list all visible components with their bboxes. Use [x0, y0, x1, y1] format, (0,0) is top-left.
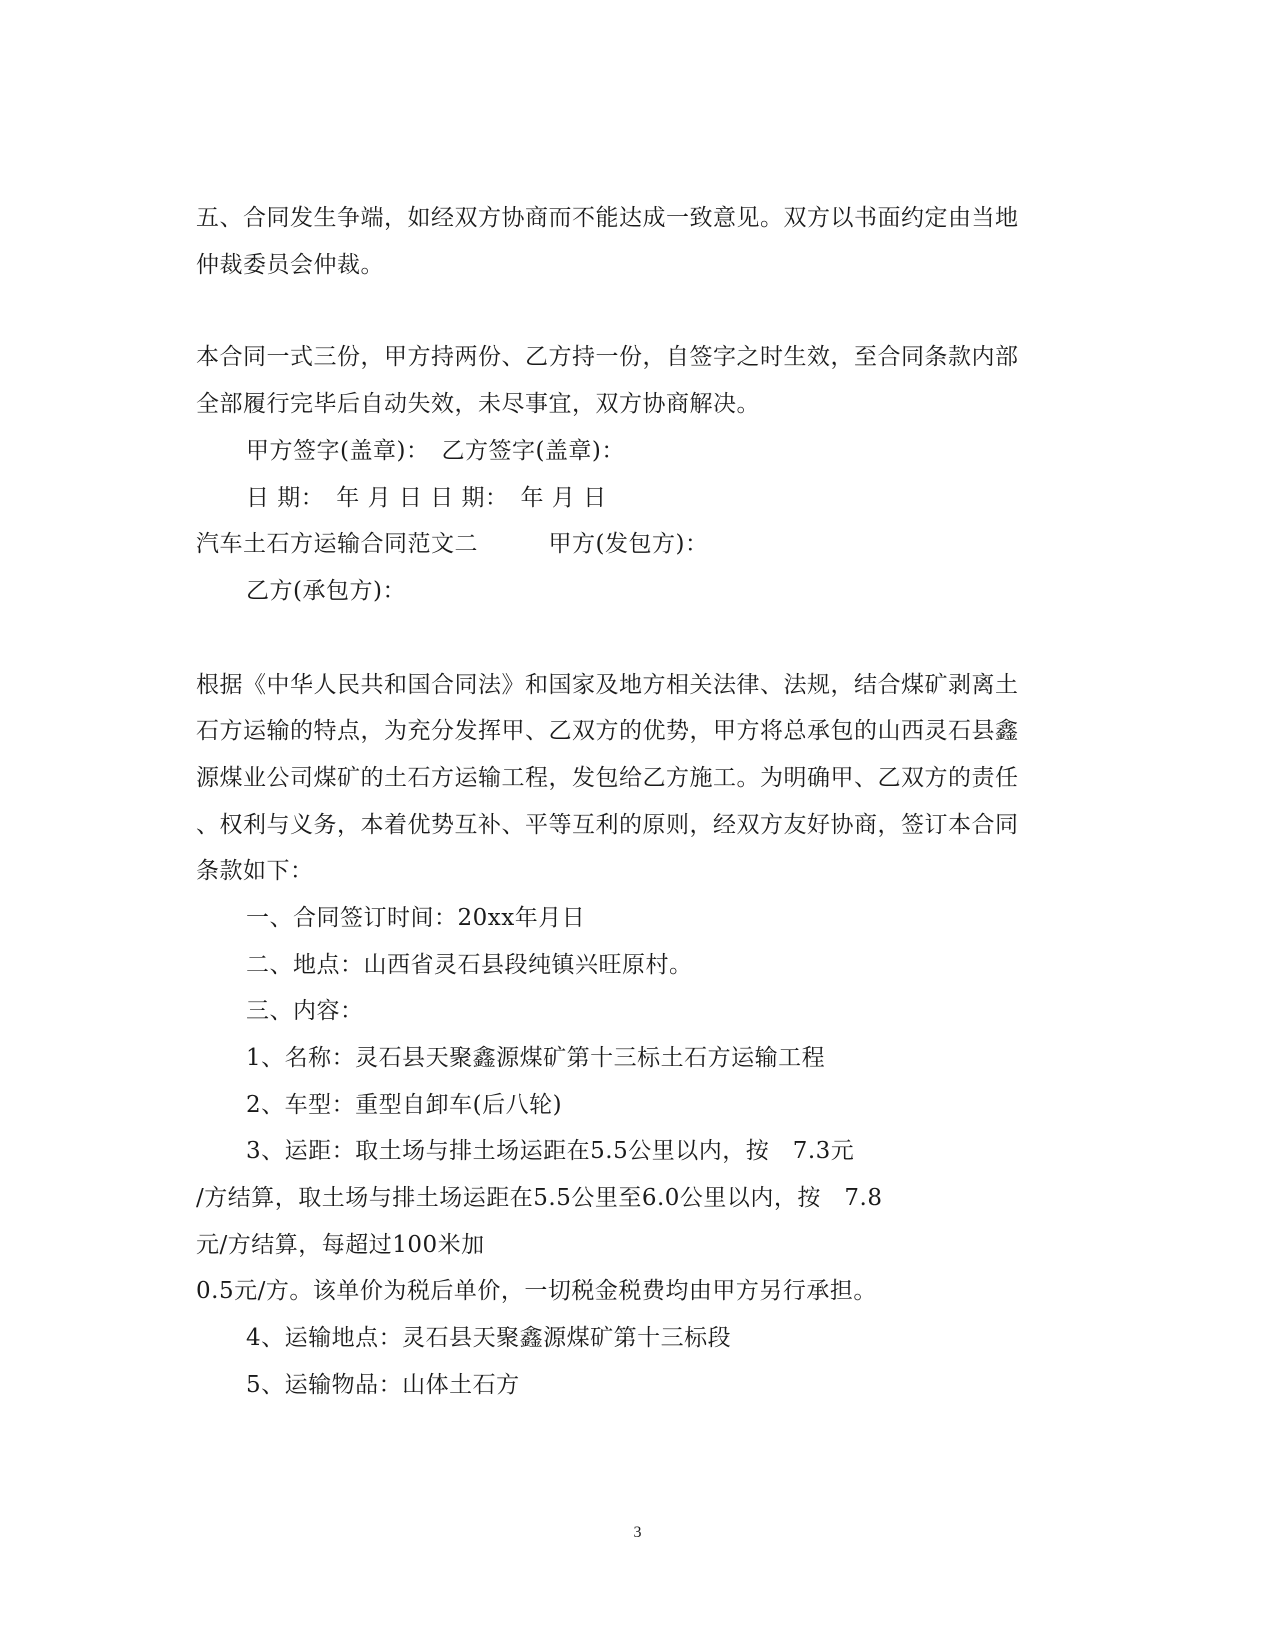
text-line: 五、合同发生争端，如经双方协商而不能达成一致意见。双方以书面约定由当地: [196, 205, 1019, 231]
text-line: 仲裁委员会仲裁。: [196, 252, 384, 278]
text-line: 源煤业公司煤矿的土石方运输工程，发包给乙方施工。为明确甲、乙双方的责任: [196, 765, 1019, 791]
clause-item: 3、运距：取土场与排土场运距在5.5公里以内，按 7.3元: [246, 1138, 855, 1164]
text-line: 条款如下：: [196, 858, 314, 884]
clause-item: 5、运输物品：山体土石方: [246, 1372, 520, 1398]
signature-line: 甲方签字(盖章)： 乙方签字(盖章)：: [246, 438, 625, 464]
clause-item: 二、地点：山西省灵石县段纯镇兴旺原村。: [246, 952, 693, 978]
text-line: /方结算，取土场与排土场运距在5.5公里至6.0公里以内，按 7.8: [196, 1185, 883, 1211]
text-line: 乙方(承包方)：: [246, 578, 406, 604]
clause-item: 1、名称：灵石县天聚鑫源煤矿第十三标土石方运输工程: [246, 1045, 826, 1071]
text-line: 元/方结算，每超过100米加: [196, 1232, 485, 1258]
text-line: 、权利与义务，本着优势互补、平等互利的原则，经双方友好协商，签订本合同: [196, 812, 1019, 838]
text-line: 本合同一式三份，甲方持两份、乙方持一份，自签字之时生效，至合同条款内部: [196, 344, 1019, 370]
text-line: 0.5元/方。该单价为税后单价，一切税金税费均由甲方另行承担。: [196, 1278, 877, 1304]
section-title: 汽车土石方运输合同范文二 甲方(发包方)：: [196, 531, 709, 557]
page-number: 3: [633, 1524, 642, 1541]
clause-item: 4、运输地点：灵石县天聚鑫源煤矿第十三标段: [246, 1325, 732, 1351]
clause-item: 三、内容：: [246, 998, 364, 1024]
text-line: 全部履行完毕后自动失效，未尽事宜，双方协商解决。: [196, 391, 760, 417]
clause-item: 2、车型：重型自卸车(后八轮): [246, 1092, 563, 1118]
clause-item: 一、合同签订时间：20xx年月日: [246, 905, 586, 931]
date-line: 日 期： 年 月 日 日 期： 年 月 日: [246, 485, 607, 511]
text-line: 石方运输的特点，为充分发挥甲、乙双方的优势，甲方将总承包的山西灵石县鑫: [196, 718, 1019, 744]
text-line: 根据《中华人民共和国合同法》和国家及地方相关法律、法规，结合煤矿剥离土: [196, 672, 1019, 698]
